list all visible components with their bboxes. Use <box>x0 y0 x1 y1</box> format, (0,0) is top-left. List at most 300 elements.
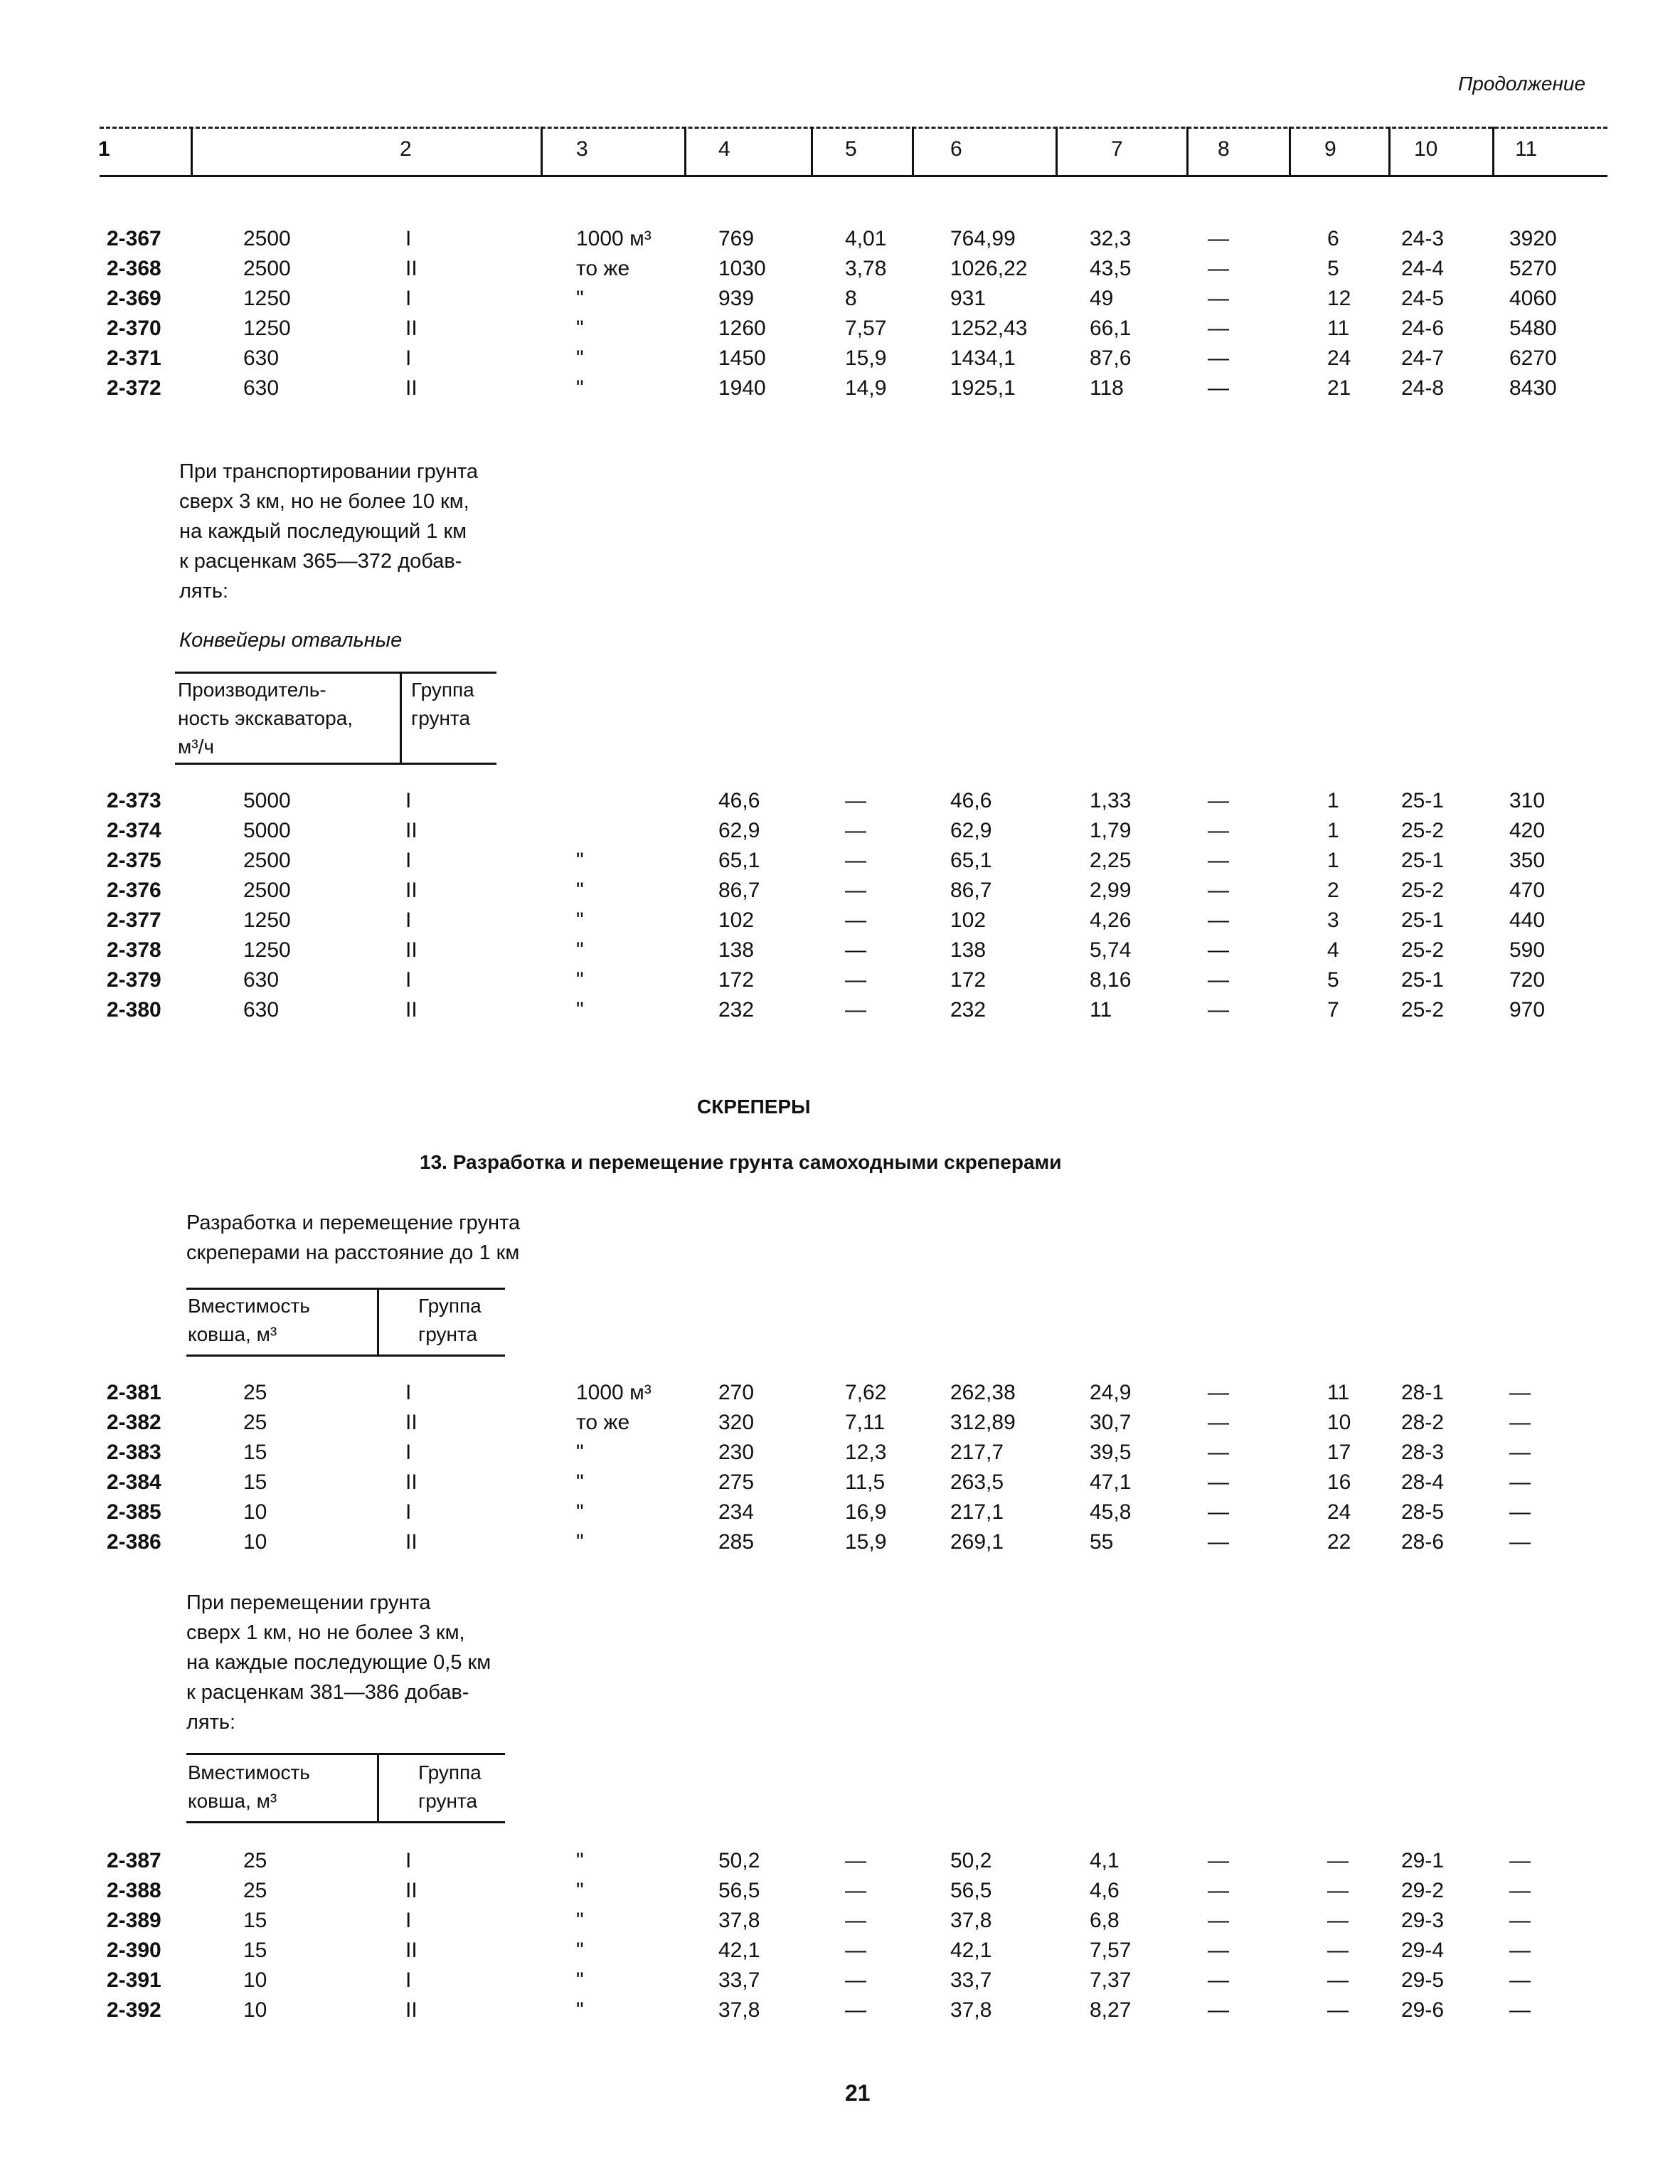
cell-soil-group: I <box>405 1909 412 1932</box>
col-divider <box>1388 127 1391 176</box>
cell-machine-cost: 217,7 <box>950 1441 1004 1464</box>
cell-ref-code: 29-3 <box>1401 1909 1445 1932</box>
cell-col-9: 11 <box>1327 1381 1350 1404</box>
cell-rate-code: 2-367 <box>107 227 161 250</box>
cell-wages: — <box>845 1998 866 2022</box>
cell-capacity: 25 <box>243 1381 267 1404</box>
cell-rate-code: 2-384 <box>107 1470 161 1494</box>
cell-rate-code: 2-386 <box>107 1530 161 1554</box>
cell-unit: " <box>576 968 584 992</box>
cell-capacity: 25 <box>243 1849 267 1872</box>
col-divider <box>912 127 914 176</box>
header-line: ковша, м³ <box>188 1323 277 1345</box>
cell-col-9: 7 <box>1327 998 1339 1022</box>
cell-direct-cost: 56,5 <box>718 1879 760 1902</box>
cell-col-11: — <box>1509 1968 1531 1992</box>
cell-col-8: — <box>1208 908 1229 932</box>
cell-col-8: — <box>1208 317 1229 340</box>
cell-direct-cost: 230 <box>718 1441 755 1464</box>
note-line: на каждые последующие 0,5 км <box>186 1651 491 1674</box>
cell-direct-cost: 1450 <box>718 346 766 370</box>
cell-soil-group: II <box>405 376 418 400</box>
cell-wages: 3,78 <box>845 257 887 280</box>
cell-wages: 14,9 <box>845 376 887 400</box>
cell-ref-code: 25-1 <box>1401 849 1445 872</box>
note-line: При транспортировании грунта <box>179 460 479 483</box>
cell-soil-group: I <box>405 227 412 250</box>
cell-col-9: 22 <box>1327 1530 1351 1554</box>
cell-wages: 7,57 <box>845 317 887 340</box>
cell-col-11: — <box>1509 1441 1531 1464</box>
cell-capacity: 1250 <box>243 287 291 310</box>
cell-direct-cost: 62,9 <box>718 819 760 842</box>
cell-wages: 15,9 <box>845 346 887 370</box>
column-number: 9 <box>1324 137 1336 161</box>
cell-rate-code: 2-389 <box>107 1909 161 1932</box>
cell-unit: " <box>576 1939 584 1962</box>
cell-labor-hours: 4,26 <box>1090 908 1132 932</box>
cell-direct-cost: 320 <box>718 1411 755 1434</box>
cell-soil-group: II <box>405 1470 418 1494</box>
cell-col-8: — <box>1208 789 1229 812</box>
cell-col-11: — <box>1509 1909 1531 1932</box>
cell-col-9: 5 <box>1327 257 1339 280</box>
cell-capacity: 10 <box>243 1530 267 1554</box>
header-top-rule <box>100 127 1607 129</box>
cell-wages: — <box>845 998 866 1022</box>
cell-col-9: — <box>1327 1849 1349 1872</box>
cell-labor-hours: 1,33 <box>1090 789 1132 812</box>
scrapers-header-top-rule <box>186 1288 505 1290</box>
note-line: к расценкам 365—372 добав- <box>179 550 462 573</box>
cell-soil-group: I <box>405 1849 412 1872</box>
cell-col-9: 16 <box>1327 1470 1351 1494</box>
cell-soil-group: II <box>405 998 418 1022</box>
cell-wages: — <box>845 1909 866 1932</box>
cell-capacity: 15 <box>243 1939 267 1962</box>
cell-unit: " <box>576 346 584 370</box>
column-number: 2 <box>400 137 412 161</box>
cell-col-11: 720 <box>1509 968 1546 992</box>
cell-ref-code: 28-2 <box>1401 1411 1445 1434</box>
cell-unit: то же <box>576 257 630 280</box>
cell-col-11: 8430 <box>1509 376 1557 400</box>
note-transport-over-3km <box>179 457 478 606</box>
cell-rate-code: 2-380 <box>107 998 161 1022</box>
note-line: сверх 1 км, но не более 3 км, <box>186 1621 465 1644</box>
note-line: Разработка и перемещение грунта <box>186 1212 521 1234</box>
cell-capacity: 1250 <box>243 317 291 340</box>
cell-machine-cost: 33,7 <box>950 1968 992 1992</box>
cell-col-9: 10 <box>1327 1411 1351 1434</box>
cell-col-11: — <box>1509 1470 1531 1494</box>
cell-wages: 8 <box>845 287 857 310</box>
cell-labor-hours: 39,5 <box>1090 1441 1132 1464</box>
col-divider <box>811 127 813 176</box>
cell-rate-code: 2-382 <box>107 1411 161 1434</box>
cell-capacity: 2500 <box>243 227 291 250</box>
column-number: 8 <box>1218 137 1230 161</box>
cell-wages: — <box>845 819 866 842</box>
cell-col-11: — <box>1509 1381 1531 1404</box>
scrapers2-header-divider <box>377 1753 379 1821</box>
cell-col-9: — <box>1327 1909 1349 1932</box>
cell-rate-code: 2-379 <box>107 968 161 992</box>
header-line: ность экскаватора, <box>178 707 353 729</box>
cell-soil-group: II <box>405 879 418 902</box>
cell-soil-group: II <box>405 1998 418 2022</box>
cell-col-8: — <box>1208 1381 1229 1404</box>
note-line: При перемещении грунта <box>186 1591 431 1614</box>
cell-capacity: 630 <box>243 998 280 1022</box>
cell-capacity: 2500 <box>243 849 291 872</box>
cell-unit: " <box>576 1441 584 1464</box>
cell-wages: — <box>845 849 866 872</box>
col-divider <box>1056 127 1058 176</box>
cell-rate-code: 2-392 <box>107 1998 161 2022</box>
cell-col-9: 6 <box>1327 227 1339 250</box>
cell-machine-cost: 172 <box>950 968 987 992</box>
cell-col-11: 4060 <box>1509 287 1557 310</box>
cell-direct-cost: 37,8 <box>718 1909 760 1932</box>
cell-col-9: — <box>1327 1939 1349 1962</box>
cell-labor-hours: 32,3 <box>1090 227 1132 250</box>
cell-labor-hours: 4,6 <box>1090 1879 1120 1902</box>
cell-unit: " <box>576 376 584 400</box>
cell-col-8: — <box>1208 1879 1229 1902</box>
cell-unit: " <box>576 1879 584 1902</box>
cell-direct-cost: 42,1 <box>718 1939 760 1962</box>
cell-col-9: 12 <box>1327 287 1351 310</box>
cell-col-9: 24 <box>1327 346 1351 370</box>
cell-wages: 11,5 <box>845 1470 886 1494</box>
cell-ref-code: 24-6 <box>1401 317 1445 340</box>
conveyors-header-bottom-rule <box>175 763 496 765</box>
header-line: грунта <box>418 1790 478 1812</box>
cell-unit: " <box>576 849 584 872</box>
column-number: 1 <box>98 137 110 161</box>
cell-rate-code: 2-391 <box>107 1968 161 1992</box>
cell-unit: " <box>576 1849 584 1872</box>
cell-direct-cost: 86,7 <box>718 879 760 902</box>
cell-capacity: 25 <box>243 1411 267 1434</box>
header-line: грунта <box>418 1323 478 1345</box>
column-number: 7 <box>1111 137 1123 161</box>
cell-ref-code: 28-4 <box>1401 1470 1445 1494</box>
cell-col-11: — <box>1509 1879 1531 1902</box>
cell-direct-cost: 270 <box>718 1381 755 1404</box>
cell-machine-cost: 1925,1 <box>950 376 1016 400</box>
cell-labor-hours: 66,1 <box>1090 317 1132 340</box>
cell-labor-hours: 11 <box>1090 998 1112 1022</box>
cell-machine-cost: 269,1 <box>950 1530 1004 1554</box>
cell-labor-hours: 5,74 <box>1090 938 1132 962</box>
cell-rate-code: 2-381 <box>107 1381 161 1404</box>
cell-rate-code: 2-383 <box>107 1441 161 1464</box>
cell-rate-code: 2-378 <box>107 938 161 962</box>
cell-soil-group: II <box>405 1879 418 1902</box>
cell-col-11: — <box>1509 1530 1531 1554</box>
cell-soil-group: I <box>405 968 412 992</box>
cell-col-8: — <box>1208 1411 1229 1434</box>
section-title: СКРЕПЕРЫ <box>697 1096 811 1118</box>
scrapers2-header-soil-group <box>418 1759 482 1815</box>
cell-labor-hours: 7,57 <box>1090 1939 1132 1962</box>
cell-rate-code: 2-369 <box>107 287 161 310</box>
cell-ref-code: 28-1 <box>1401 1381 1445 1404</box>
cell-soil-group: I <box>405 1441 412 1464</box>
cell-soil-group: I <box>405 346 412 370</box>
cell-capacity: 630 <box>243 968 280 992</box>
cell-unit: " <box>576 1998 584 2022</box>
cell-machine-cost: 217,1 <box>950 1500 1004 1524</box>
header-line: Вместимость <box>188 1761 310 1783</box>
page-number: 21 <box>845 2080 871 2106</box>
conveyors-header-divider <box>400 672 402 763</box>
cell-col-11: 350 <box>1509 849 1546 872</box>
cell-capacity: 25 <box>243 1879 267 1902</box>
cell-col-9: 1 <box>1327 819 1339 842</box>
header-line: грунта <box>411 707 471 729</box>
scrapers2-header-top-rule <box>186 1753 505 1755</box>
cell-ref-code: 29-5 <box>1401 1968 1445 1992</box>
cell-machine-cost: 86,7 <box>950 879 992 902</box>
column-number: 3 <box>576 137 588 161</box>
cell-machine-cost: 232 <box>950 998 987 1022</box>
cell-col-11: 310 <box>1509 789 1546 812</box>
cell-col-8: — <box>1208 879 1229 902</box>
cell-machine-cost: 312,89 <box>950 1411 1016 1434</box>
cell-capacity: 15 <box>243 1909 267 1932</box>
cell-col-9: 11 <box>1327 317 1350 340</box>
scrapers2-header-capacity <box>188 1759 310 1815</box>
cell-direct-cost: 1940 <box>718 376 766 400</box>
cell-col-11: 590 <box>1509 938 1546 962</box>
cell-direct-cost: 275 <box>718 1470 755 1494</box>
cell-ref-code: 24-8 <box>1401 376 1445 400</box>
cell-soil-group: I <box>405 789 412 812</box>
cell-capacity: 630 <box>243 376 280 400</box>
cell-direct-cost: 285 <box>718 1530 755 1554</box>
cell-machine-cost: 46,6 <box>950 789 992 812</box>
cell-soil-group: I <box>405 908 412 932</box>
cell-wages: 4,01 <box>845 227 887 250</box>
cell-ref-code: 25-2 <box>1401 879 1445 902</box>
cell-direct-cost: 1260 <box>718 317 766 340</box>
cell-direct-cost: 232 <box>718 998 755 1022</box>
conveyors-header-soil-group <box>411 676 474 733</box>
cell-col-8: — <box>1208 346 1229 370</box>
cell-rate-code: 2-385 <box>107 1500 161 1524</box>
cell-capacity: 2500 <box>243 879 291 902</box>
cell-col-9: — <box>1327 1998 1349 2022</box>
cell-capacity: 5000 <box>243 819 291 842</box>
cell-col-8: — <box>1208 1968 1229 1992</box>
cell-col-9: 4 <box>1327 938 1339 962</box>
cell-unit: " <box>576 287 584 310</box>
cell-ref-code: 25-2 <box>1401 938 1445 962</box>
note-line: лять: <box>179 580 229 603</box>
cell-col-9: — <box>1327 1879 1349 1902</box>
cell-soil-group: II <box>405 1411 418 1434</box>
cell-col-11: 470 <box>1509 879 1546 902</box>
col-divider <box>191 127 193 176</box>
cell-col-9: 1 <box>1327 789 1339 812</box>
note-line: лять: <box>186 1711 236 1734</box>
cell-machine-cost: 50,2 <box>950 1849 992 1872</box>
cell-rate-code: 2-390 <box>107 1939 161 1962</box>
header-line: Производитель- <box>178 679 326 701</box>
cell-ref-code: 28-5 <box>1401 1500 1445 1524</box>
cell-direct-cost: 138 <box>718 938 755 962</box>
cell-ref-code: 24-5 <box>1401 287 1445 310</box>
cell-direct-cost: 65,1 <box>718 849 760 872</box>
cell-rate-code: 2-376 <box>107 879 161 902</box>
cell-direct-cost: 46,6 <box>718 789 760 812</box>
cell-col-8: — <box>1208 998 1229 1022</box>
cell-wages: — <box>845 789 866 812</box>
cell-ref-code: 24-7 <box>1401 346 1445 370</box>
cell-labor-hours: 87,6 <box>1090 346 1132 370</box>
cell-machine-cost: 62,9 <box>950 819 992 842</box>
cell-labor-hours: 7,37 <box>1090 1968 1132 1992</box>
cell-machine-cost: 764,99 <box>950 227 1016 250</box>
note-movement-over-1km <box>186 1588 491 1737</box>
cell-ref-code: 29-6 <box>1401 1998 1445 2022</box>
cell-col-8: — <box>1208 257 1229 280</box>
cell-ref-code: 28-6 <box>1401 1530 1445 1554</box>
cell-soil-group: I <box>405 1968 412 1992</box>
cell-wages: — <box>845 908 866 932</box>
cell-unit: 1000 м³ <box>576 1381 652 1404</box>
cell-col-8: — <box>1208 1909 1229 1932</box>
cell-direct-cost: 234 <box>718 1500 755 1524</box>
cell-unit: " <box>576 317 584 340</box>
cell-direct-cost: 102 <box>718 908 755 932</box>
cell-ref-code: 25-2 <box>1401 819 1445 842</box>
cell-col-11: 420 <box>1509 819 1546 842</box>
col-divider <box>541 127 543 176</box>
header-line: ковша, м³ <box>188 1790 277 1812</box>
header-line: м³/ч <box>178 736 214 758</box>
header-line: Вместимость <box>188 1295 310 1317</box>
cell-col-11: 3920 <box>1509 227 1557 250</box>
cell-direct-cost: 769 <box>718 227 755 250</box>
section-subtitle: 13. Разработка и перемещение грунта самоходными скреперами <box>420 1151 1062 1173</box>
cell-machine-cost: 262,38 <box>950 1381 1016 1404</box>
cell-col-9: 1 <box>1327 849 1339 872</box>
cell-capacity: 5000 <box>243 789 291 812</box>
cell-rate-code: 2-375 <box>107 849 161 872</box>
cell-capacity: 15 <box>243 1470 267 1494</box>
cell-direct-cost: 37,8 <box>718 1998 760 2022</box>
cell-col-11: — <box>1509 1939 1531 1962</box>
column-number: 10 <box>1414 137 1438 161</box>
column-number: 4 <box>718 137 730 161</box>
cell-col-8: — <box>1208 819 1229 842</box>
cell-col-8: — <box>1208 938 1229 962</box>
cell-wages: — <box>845 1939 866 1962</box>
cell-wages: — <box>845 1968 866 1992</box>
cell-labor-hours: 8,16 <box>1090 968 1132 992</box>
cell-col-11: 970 <box>1509 998 1546 1022</box>
cell-machine-cost: 1252,43 <box>950 317 1028 340</box>
cell-labor-hours: 49 <box>1090 287 1114 310</box>
cell-ref-code: 24-3 <box>1401 227 1445 250</box>
cell-capacity: 10 <box>243 1998 267 2022</box>
col-divider <box>1289 127 1291 176</box>
cell-rate-code: 2-370 <box>107 317 161 340</box>
cell-wages: 16,9 <box>845 1500 887 1524</box>
cell-wages: 15,9 <box>845 1530 887 1554</box>
cell-soil-group: II <box>405 1939 418 1962</box>
cell-rate-code: 2-372 <box>107 376 161 400</box>
cell-direct-cost: 939 <box>718 287 755 310</box>
cell-unit: " <box>576 938 584 962</box>
cell-soil-group: I <box>405 1500 412 1524</box>
cell-soil-group: II <box>405 1530 418 1554</box>
cell-unit: то же <box>576 1411 630 1434</box>
cell-col-8: — <box>1208 376 1229 400</box>
cell-labor-hours: 8,27 <box>1090 1998 1132 2022</box>
cell-ref-code: 29-1 <box>1401 1849 1445 1872</box>
cell-soil-group: I <box>405 849 412 872</box>
cell-col-11: — <box>1509 1849 1531 1872</box>
cell-machine-cost: 37,8 <box>950 1909 992 1932</box>
cell-labor-hours: 4,1 <box>1090 1849 1120 1872</box>
scrapers-header-capacity <box>188 1292 310 1349</box>
cell-machine-cost: 263,5 <box>950 1470 1004 1494</box>
note-line: сверх 3 км, но не более 10 км, <box>179 490 469 513</box>
cell-machine-cost: 65,1 <box>950 849 992 872</box>
cell-wages: — <box>845 938 866 962</box>
cell-soil-group: I <box>405 1381 412 1404</box>
cell-machine-cost: 1026,22 <box>950 257 1028 280</box>
cell-rate-code: 2-371 <box>107 346 161 370</box>
cell-labor-hours: 45,8 <box>1090 1500 1132 1524</box>
cell-labor-hours: 30,7 <box>1090 1411 1132 1434</box>
col-divider <box>1186 127 1189 176</box>
cell-unit: " <box>576 1500 584 1524</box>
cell-capacity: 2500 <box>243 257 291 280</box>
cell-soil-group: II <box>405 257 418 280</box>
cell-wages: 7,11 <box>845 1411 886 1434</box>
cell-rate-code: 2-368 <box>107 257 161 280</box>
scrapers-header-bottom-rule <box>186 1355 505 1357</box>
cell-col-8: — <box>1208 227 1229 250</box>
cell-col-9: 17 <box>1327 1441 1351 1464</box>
cell-col-8: — <box>1208 1500 1229 1524</box>
cell-col-9: 3 <box>1327 908 1339 932</box>
column-number: 6 <box>950 137 962 161</box>
cell-rate-code: 2-373 <box>107 789 161 812</box>
cell-unit: " <box>576 998 584 1022</box>
note-line: к расценкам 381—386 добав- <box>186 1681 469 1704</box>
cell-labor-hours: 47,1 <box>1090 1470 1132 1494</box>
conveyors-header-top-rule <box>175 672 496 674</box>
cell-labor-hours: 2,25 <box>1090 849 1132 872</box>
cell-direct-cost: 172 <box>718 968 755 992</box>
cell-machine-cost: 1434,1 <box>950 346 1016 370</box>
cell-col-8: — <box>1208 287 1229 310</box>
cell-wages: — <box>845 1849 866 1872</box>
note-line: на каждый последующий 1 км <box>179 520 467 543</box>
cell-col-8: — <box>1208 1530 1229 1554</box>
cell-wages: — <box>845 879 866 902</box>
scrapers-intro <box>186 1208 520 1268</box>
cell-ref-code: 29-2 <box>1401 1879 1445 1902</box>
cell-col-8: — <box>1208 1939 1229 1962</box>
